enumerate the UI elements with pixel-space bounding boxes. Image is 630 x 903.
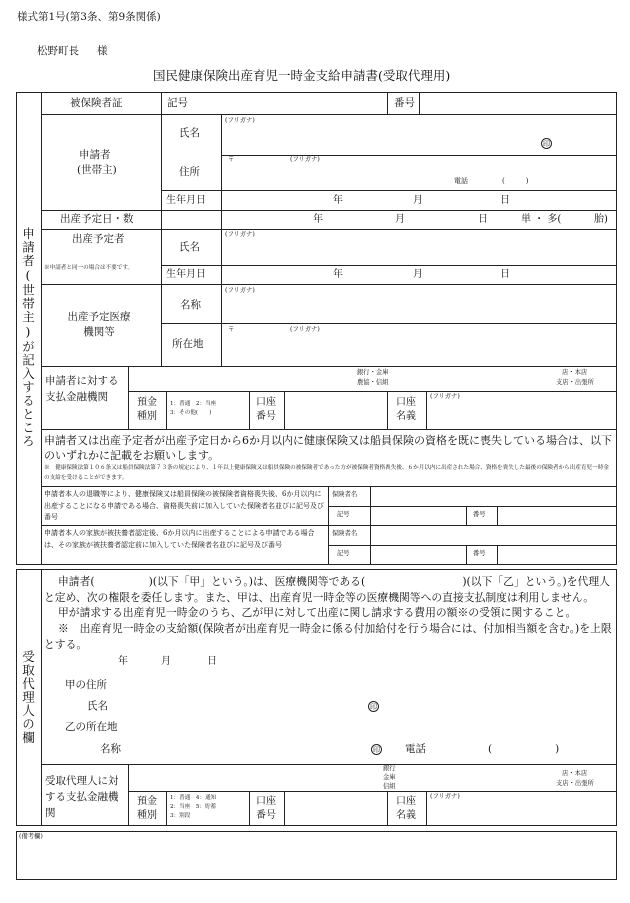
- agent-year: 年: [118, 656, 128, 667]
- agent-bank-type-2: 金庫: [383, 774, 396, 781]
- facility-label: 出産予定医療機関等: [67, 311, 131, 338]
- due-month: 月: [395, 214, 405, 225]
- birth-year: 年: [333, 195, 343, 206]
- case1-bangou: 番号: [473, 511, 486, 518]
- agent-month: 月: [161, 656, 171, 667]
- addressee: 松野町長: [37, 45, 79, 57]
- case2-bangou: 番号: [473, 550, 486, 557]
- bank-types-2: 農協・信組: [357, 379, 389, 386]
- postal-mark: 〒: [228, 156, 235, 163]
- case1-kigou: 記号: [337, 511, 350, 518]
- bangou-label: 番号: [394, 97, 415, 109]
- deposit-options-1: 1：普通 2：当座: [170, 401, 217, 407]
- case2-kigou: 記号: [337, 550, 350, 557]
- agent-account-furigana: (フリガナ): [430, 793, 460, 800]
- facility-postal: 〒: [228, 326, 235, 333]
- expectant-birth-label: 生年月日: [166, 269, 206, 280]
- kigou-label: 記号: [167, 97, 188, 109]
- applicant-name-field[interactable]: [230, 128, 530, 148]
- agent-para2: 甲が請求する出産育児一時金のうち、乙が甲に対して出産に関し請求する費用の額※の受領に関すること。: [58, 606, 577, 619]
- facility-furigana: (フリガナ): [225, 287, 255, 294]
- insured-card-label: 被保険者証: [70, 97, 123, 109]
- birth-day: 日: [500, 195, 510, 206]
- single-multi: 単 ・ 多(: [521, 214, 562, 225]
- expectant-label: 出産予定者: [72, 233, 125, 245]
- bank-section-label: 申請者に対する支払金融機関: [45, 375, 119, 403]
- agent-bank-type-1: 銀行: [383, 765, 396, 772]
- agent-para3: ※ 出産育児一時金の支給額(保険者が出産育児一時金に係る付加給付を行う場合には、付加相当額を含む。)を上限とする。: [44, 622, 612, 651]
- expectant-year: 年: [333, 269, 343, 280]
- applicant-label: 申請者: [79, 149, 111, 161]
- birth-month: 月: [413, 195, 423, 206]
- ko-seal: 印: [370, 703, 377, 711]
- notice-note: ※ 健康保険法第１０６条又は船員保険法第７３条の規定により、１年以上健康保険又は船員保険の被保険者であった方が被保険者資格喪失後、６か月以内に出産された場合、資格を喪失した最後の保険者から出産育児一時金の支給を受けることができます。: [44, 465, 609, 481]
- otsu-phone-paren: ( ): [488, 743, 560, 755]
- expectant-month: 月: [413, 269, 423, 280]
- otsu-name-label: 名称: [100, 743, 121, 755]
- agent-para1: 申請者( )(以下「甲」という。)は、医療機関等である( )(以下「乙」という。)を代理人と定め、次の権限を委任します。また、甲は、出産育児一時金等の医療機関等への直接支払制度は利用しません。: [44, 575, 610, 604]
- expectant-furigana: (フリガナ): [225, 231, 255, 238]
- case2-insurer: 保険者名: [332, 530, 358, 537]
- account-furigana: (フリガナ): [430, 393, 460, 400]
- case1-insurer: 保険者名: [332, 491, 358, 498]
- agent-deposit-options-2: 2：当座 5：貯蓄: [170, 804, 217, 810]
- honorific: 様: [97, 45, 108, 57]
- facility-address-label: 所在地: [172, 338, 204, 350]
- deposit-type-label: 預金種別: [137, 397, 157, 422]
- agent-bank-label: 受取代理人に対する支払金融機関: [45, 775, 119, 819]
- facility-name-label: 名称: [180, 299, 201, 311]
- applicant-sub-label: (世帯主): [77, 164, 117, 176]
- insured-bangou-field[interactable]: [422, 97, 612, 113]
- account-name-label: 口座名義: [396, 397, 416, 422]
- case1-text: 申請者本人の退職等により、健康保険又は船員保険の被保険者資格喪失後、6か月以内に出産することになる申請である場合、資格喪失前に加入していた保険者名並びに記号及び番号: [44, 490, 324, 521]
- agent-side-label: 受取代理人の欄: [20, 650, 36, 745]
- expectant-note: ※申請者と同一の場合は不要です。: [44, 265, 134, 271]
- expectant-name-label: 氏名: [179, 241, 200, 253]
- applicant-name-label: 氏名: [179, 127, 200, 139]
- facility-address-furigana: (フリガナ): [290, 326, 320, 333]
- applicant-side-label: 申請者(世帯主)が記入するところ: [20, 227, 36, 448]
- bank-types-1: 銀行・金庫: [357, 369, 389, 376]
- remarks-box[interactable]: [16, 831, 617, 880]
- agent-account-name-label: 口座名義: [396, 796, 416, 821]
- otsu-address-label: 乙の所在地: [65, 721, 118, 733]
- phone-label: 電話: [454, 177, 468, 185]
- otsu-seal: 印: [373, 746, 380, 754]
- expectant-day: 日: [500, 269, 510, 280]
- babies-unit: 胎): [594, 214, 608, 225]
- case2-text: 申請者本人の家族が被扶養者認定後、6か月以内に出産することによる申請である場合は、その家族が被扶養者認定前に加入していた保険者名並びに記号及び番号: [44, 529, 315, 549]
- ko-name-label: 氏名: [87, 700, 108, 712]
- form-number: 様式第1号(第3条、第9条関係): [17, 11, 161, 23]
- insured-kigou-field[interactable]: [200, 97, 384, 113]
- remarks-label: (備考欄): [19, 833, 43, 840]
- agent-deposit-label: 預金種別: [137, 796, 157, 821]
- due-day: 日: [478, 214, 488, 225]
- agent-deposit-options-3: 3：別段: [170, 813, 191, 819]
- branch-types-1: 店・本店: [562, 369, 588, 376]
- agent-bank-type-3: 信組: [383, 783, 396, 790]
- agent-branch-type-2: 支店・出張所: [556, 780, 594, 787]
- notice-main: 申請者又は出産予定者が出産予定日から6か月以内に健康保険又は船員保険の資格を既に喪失している場合は、以下のいずれかに記載をお願いします。: [44, 434, 612, 462]
- due-year: 年: [313, 214, 323, 225]
- seal-mark: 印: [543, 140, 550, 148]
- agent-deposit-options-1: 1：普通 4：通知: [170, 795, 217, 801]
- deposit-options-2: 3：その他( ): [170, 410, 212, 416]
- otsu-phone-label: 電話: [405, 743, 426, 755]
- branch-types-2: 支店・出張所: [556, 379, 594, 386]
- furigana-label: (フリガナ): [225, 117, 255, 124]
- agent-day: 日: [207, 656, 217, 667]
- address-furigana: (フリガナ): [290, 156, 320, 163]
- agent-account-no-label: 口座番号: [256, 796, 276, 821]
- phone-paren: ( ): [502, 177, 529, 185]
- due-date-label: 出産予定日・数: [60, 213, 134, 225]
- ko-address-label: 甲の住所: [65, 679, 107, 691]
- account-no-label: 口座番号: [256, 397, 276, 422]
- birthdate-label: 生年月日: [166, 195, 206, 206]
- page-title: 国民健康保険出産育児一時金支給申請書(受取代理用): [153, 68, 451, 83]
- applicant-address-label: 住所: [179, 166, 200, 178]
- agent-branch-type-1: 店・本店: [562, 770, 588, 777]
